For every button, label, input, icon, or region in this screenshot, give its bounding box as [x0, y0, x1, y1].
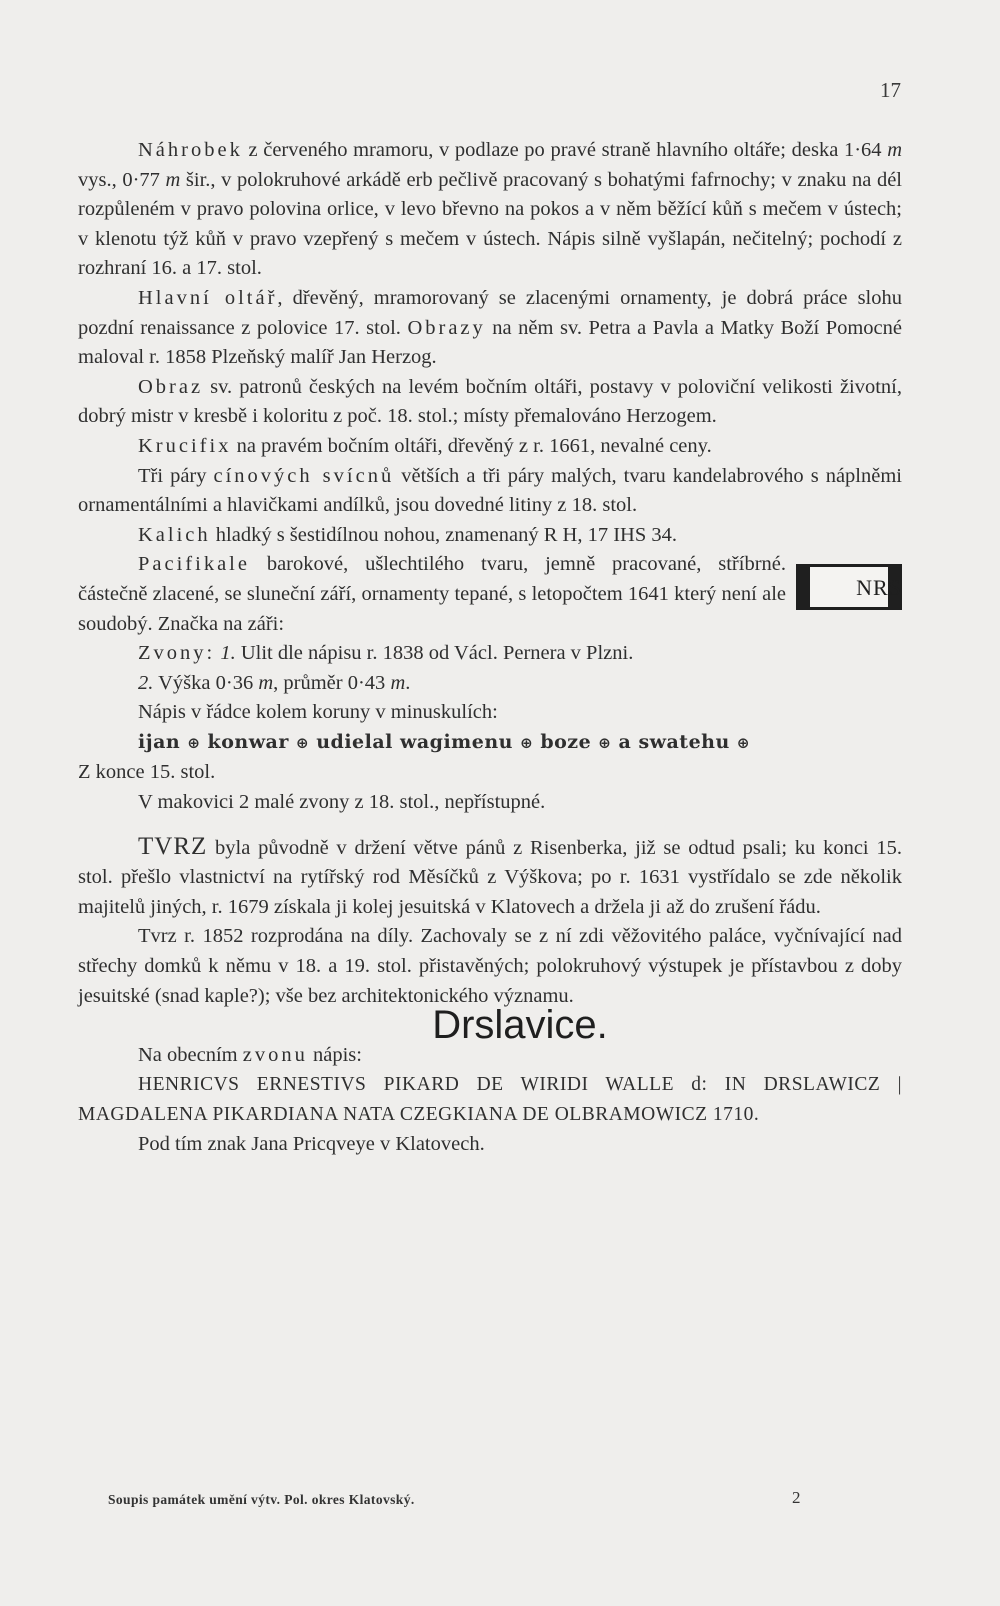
text-span: Výška 0·36: [153, 671, 259, 694]
page-number: 17: [880, 78, 901, 102]
term-candlesticks: cínových svícnů: [213, 464, 395, 487]
blackletter-inscription: [78, 728, 902, 759]
term-main-altar: Hlavní oltář: [138, 286, 278, 309]
paragraph-pacifical: [78, 550, 902, 639]
separator-icon: ⊕: [520, 733, 534, 752]
footer-signature: Soupis památek umění výtv. Pol. okres Klatovský.: [108, 1492, 415, 1507]
text-span: z červeného mramoru, v podlaze po pravé straně hlavního oltáře; deska 1·64: [242, 139, 888, 161]
hallmark-stamp: NRS: [796, 564, 902, 610]
text-span: MAGDALENA PIKARDIANA NATA CZEGKIANA DE OLBRAMOWICZ 1710.: [78, 1104, 760, 1125]
paragraph-fortress-history: [78, 832, 902, 923]
unit-m: m: [258, 671, 274, 694]
term-tombstone: Náhrobek: [138, 139, 243, 161]
term-paintings: Obrazy: [407, 316, 486, 339]
paragraph-dating: [78, 758, 902, 788]
unit-m: m: [887, 139, 902, 161]
inscription-word: swatehu: [638, 730, 730, 753]
text-span: na pravém bočním oltáři, dřevěný z r. 1661, nevalné ceny.: [231, 434, 712, 457]
term-bell: zvonu: [242, 1043, 308, 1066]
paragraph-fortress-remains: [78, 922, 902, 1011]
inscription-word: ijan: [138, 730, 181, 753]
list-number: 1.: [220, 642, 236, 665]
text-span: Ulit dle nápisu r. 1838 od Václ. Pernera v Plzni.: [235, 642, 634, 665]
sheet-number: 2: [792, 1488, 801, 1507]
text-span: sv. patronů českých na levém bočním oltáři, postavy v poloviční velikosti životní, dobrý mistr v kresbě i koloritu z poč. 18. stol.; místy přemalováno Herzogem.: [78, 375, 902, 428]
separator-icon: ⊕: [598, 733, 612, 752]
paragraph-latin-inscription: [78, 1070, 902, 1129]
text-span: Z konce 15. stol.: [78, 761, 216, 784]
section-heading: Drslavice.: [432, 1003, 608, 1048]
unit-m: m: [390, 671, 406, 694]
paragraph-tombstone: [78, 136, 902, 284]
separator-icon: ⊕: [736, 733, 750, 752]
paragraph-bells: [78, 639, 902, 669]
text-span: šir., v polokruhové arkádě erb pečlivě pracovaný s bohatými fafrnochy; v znaku na dél rozpůleném v pravo polovina orlice, v levo břevno na pokos a v něm běžící kůň s mečem v ústech; v klenotu týž kůň v pravo vzepřený s mečem v ústech. Nápis silně vyšlapán, nečitelný; pochodí z rozhraní 16. a 17. stol.: [78, 168, 902, 280]
paragraph-bell-2: [78, 669, 902, 699]
paragraph-painting: [78, 373, 902, 432]
text-span: , dřevěný, mramorovaný se zlacenými ornamenty, je dobrá práce slohu pozdní renaissance z polovice 17. stol.: [78, 286, 902, 339]
text-span: nápis:: [307, 1043, 362, 1066]
text-span: Pod tím znak Jana Pricqveye v Klatovech.: [138, 1132, 485, 1155]
body-text: [78, 136, 902, 1159]
text-span: , průměr 0·43: [273, 671, 391, 694]
text-span: Tvrz r. 1852 rozprodána na díly. Zachovaly se z ní zdi věžovitého paláce, vyčnívající nad střechy domků k němu v 18. a 19. stol. přistavěných; polokruhový výstupek je přístavbou z doby jesuitské (snad kaple?); vše bez architektonického významu.: [78, 925, 902, 1007]
term-bells: Zvony:: [138, 642, 216, 665]
paragraph-crucifix: [78, 432, 902, 462]
term-crucifix: Krucifix: [138, 434, 232, 457]
term-pacifical: Pacifikale: [138, 553, 250, 576]
separator-icon: ⊕: [296, 733, 310, 752]
section-gap: [78, 818, 902, 832]
paragraph-candlesticks: [78, 462, 902, 521]
paragraph-coat-of-arms: [78, 1130, 902, 1160]
line-divider: |: [897, 1074, 902, 1096]
unit-m: m: [165, 168, 181, 191]
separator-icon: ⊕: [187, 733, 201, 752]
inscription-word: udielal: [316, 730, 393, 753]
text-span: V makovici 2 malé zvony z 18. stol., nepřístupné.: [138, 791, 546, 814]
text-span: HENRICVS ERNESTIVS PIKARD DE WIRIDI WALLE d: IN DRSLAWICZ: [138, 1074, 898, 1096]
term-chalice: Kalich: [138, 523, 211, 546]
text-span: Na obecním: [138, 1043, 243, 1066]
text-span: barokové, ušlechtilého tvaru, jemně pracované, stříbrné. částečně zlacené, se sluneční září, ornamenty tepané, s letopočtem 1641 který není ale soudobý. Značka na záři:: [78, 553, 786, 635]
term-painting: Obraz: [138, 375, 204, 398]
text-span: hladký s šestidílnou nohou, znamenaný R H, 17 IHS 34.: [210, 523, 677, 546]
paragraph-main-altar: [78, 284, 902, 373]
inscription-word: boze: [540, 730, 592, 753]
inscription-word: a: [618, 730, 632, 753]
paragraph-lantern: [78, 788, 902, 818]
text-span: větších a tři páry malých, tvaru kandelabrového s náplněmi ornamentálními a hlavičkami andílků, jsou dovedné litiny z 18. stol.: [78, 464, 902, 517]
paragraph-inscription-intro: [78, 698, 902, 728]
text-span: byla původně v držení větve pánů z Risenberka, již se odtud psali; ku konci 15. stol. přešlo vlastnictví na rytířský rod Měsíčků z Výškova; po r. 1631 vystřídalo se zde několik majitelů jiných, r. 1679 získala ji kolej jesuitská v Klatovech a držela ji až do zrušení řádu.: [78, 836, 902, 918]
term-fortress: TVRZ: [138, 832, 208, 860]
text-span: na něm sv. Petra a Pavla a Matky Boží Pomocné maloval r. 1858 Plzeňský malíř Jan Herzog.: [78, 316, 903, 369]
text-span: .: [405, 671, 411, 694]
list-number: 2.: [138, 671, 154, 694]
text-span: Tři páry: [138, 464, 214, 487]
paragraph-chalice: [78, 521, 902, 551]
text-span: Nápis v řádce kolem koruny v minuskulích:: [138, 701, 498, 724]
inscription-word: konwar: [207, 730, 289, 753]
inscription-word: wagimenu: [400, 730, 513, 753]
text-span: vys., 0·77: [78, 168, 166, 191]
